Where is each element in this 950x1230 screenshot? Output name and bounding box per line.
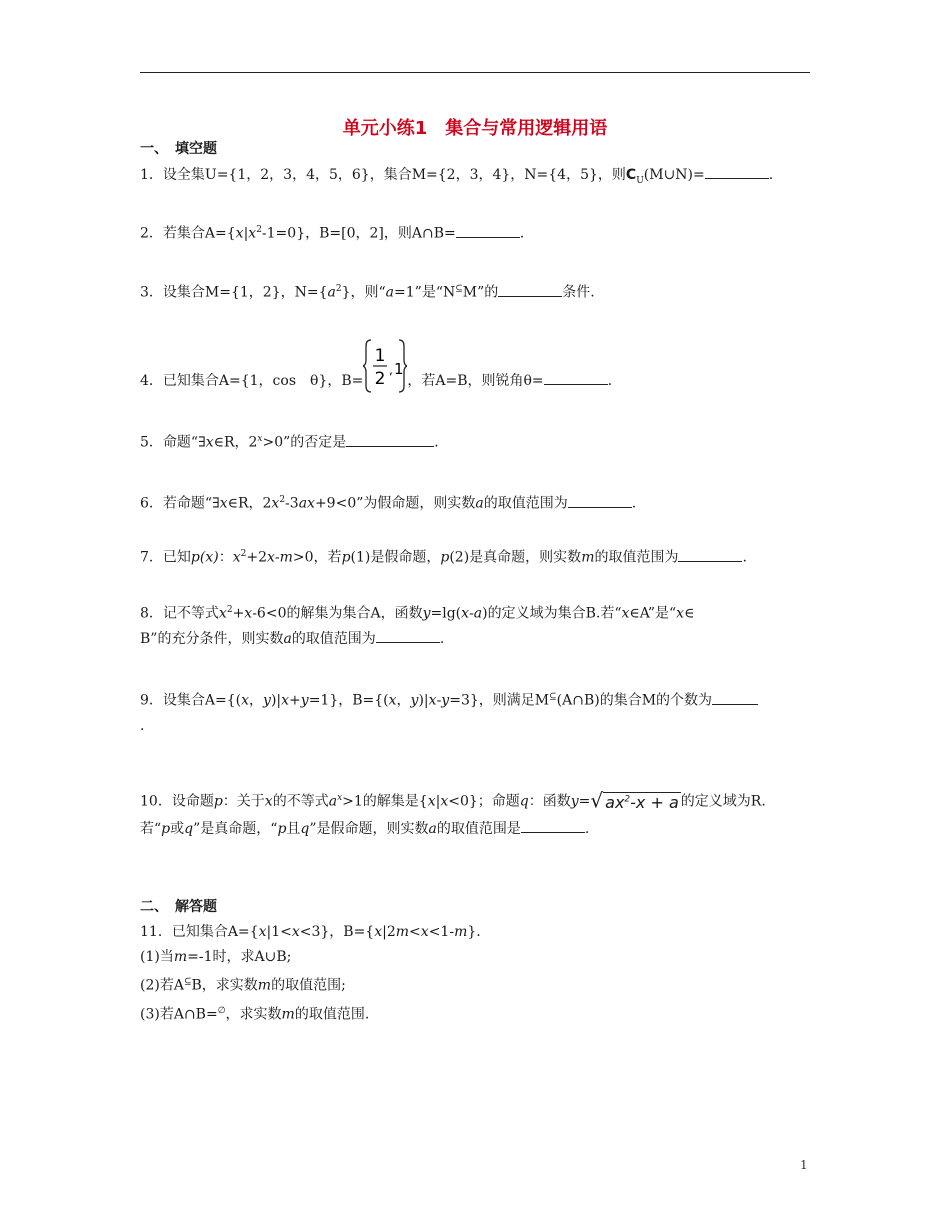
answer-blank-5[interactable]	[346, 432, 434, 447]
page-number: 1	[800, 1158, 808, 1172]
question-5: 5．命题“∃x∈R，$2^x>0$”的否定是 .	[140, 427, 812, 456]
question-8: 8．记不等式$x^2+x-6<0$的解集为集合A，函数y=lg(x-a)的定义域为集合B.若“x∈A”是“x∈ B”的充分条件，则实数a的取值范围为 .	[140, 605, 695, 647]
section-answer: 二、 解答题	[140, 899, 217, 915]
question-11: 11．已知集合A={x|1<x<3}，B={x|2m<x<1-m}. (1)当m=-1时，求A∪B; (2)若A⊆B，求实数m的取值范围; (3)若A∩B=∅，求实数m的取值范围.	[140, 920, 812, 1027]
svg-text:,: ,	[389, 363, 394, 377]
question-10: 10．设命题p：关于x的不等式$a^x>1$的解集是{x|x<0}；命题q：函数y=√ $ax^2-x + a$ 的定义域为R. 若“p或q”是真命题，“p且q”是假命题，则实数a的取值范围是 .	[140, 788, 766, 837]
question-6: 6．若命题“∃x∈R，$2x^2-3ax+9<0$”为假命题，则实数a的取值范围为 .	[140, 488, 812, 517]
subset-symbol: ⊆	[183, 977, 192, 987]
fraction-denominator: 2	[374, 369, 386, 389]
answer-blank-7[interactable]	[678, 547, 742, 562]
subset-symbol: ⊆	[455, 284, 463, 294]
exists-symbol: ∃	[198, 434, 206, 451]
svg-text:1: 1	[394, 360, 404, 378]
question-9: 9．设集合A={(x，y)|x+y=1}，B={(x，y)|x-y=3}，则满足M⊆(A∩B)的集合M的个数为 .	[140, 685, 812, 739]
page-title: 单元小练1 集合与常用逻辑用语	[342, 118, 608, 139]
answer-blank-3[interactable]	[498, 282, 562, 297]
exists-symbol: ∃	[212, 495, 220, 512]
question-7: 7．已知p(x)：$x^2+2x-m>0$，若p(1)是假命题，p(2)是真命题，则实数m的取值范围为 .	[140, 542, 812, 571]
question-2: 2．若集合$A=\{x|x^2-1=0\}$，B=[0，2]，则A∩B= .	[140, 218, 812, 247]
square-root-expression: √ $ax^2-x + a$	[590, 788, 679, 813]
answer-blank-2[interactable]	[456, 223, 520, 238]
complement-symbol: C	[625, 167, 637, 183]
question-11-part-1: (1)当m=-1时，求A∪B;	[140, 949, 292, 965]
section-fill-in: 一、 填空题	[140, 141, 217, 157]
set-b-fraction	[363, 338, 407, 394]
question-1: 1．设全集U={1，2，3，4，5，6}，集合M={2，3，4}，N={4，5}，则$C_U(M\cup N)=$ .	[140, 163, 812, 194]
top-rule	[140, 72, 810, 73]
question-11-part-3: (3)若A∩B=∅，求实数m的取值范围.	[140, 1005, 370, 1023]
question-4: 4．已知集合A={1，cos θ}，B= 1 2 , 1 ，若A=B，则锐角θ= .	[140, 368, 812, 394]
answer-blank-9[interactable]	[712, 690, 758, 705]
question-11-part-2: (2)若A⊆B，求实数m的取值范围;	[140, 977, 346, 994]
answer-blank-4[interactable]	[544, 370, 608, 385]
answer-blank-6[interactable]	[568, 493, 632, 508]
fraction-numerator: 1	[374, 346, 386, 366]
answer-blank-1[interactable]	[705, 164, 769, 179]
answer-blank-8[interactable]	[376, 628, 440, 643]
answer-blank-10[interactable]	[521, 818, 585, 833]
question-3: 3．设集合M={1，2}，$N=\{a^2\}$，则“a=1”是“N⊆M”的 条件.	[140, 277, 812, 306]
empty-set-symbol: ∅	[217, 1005, 226, 1016]
subset-symbol: ⊆	[549, 692, 557, 702]
